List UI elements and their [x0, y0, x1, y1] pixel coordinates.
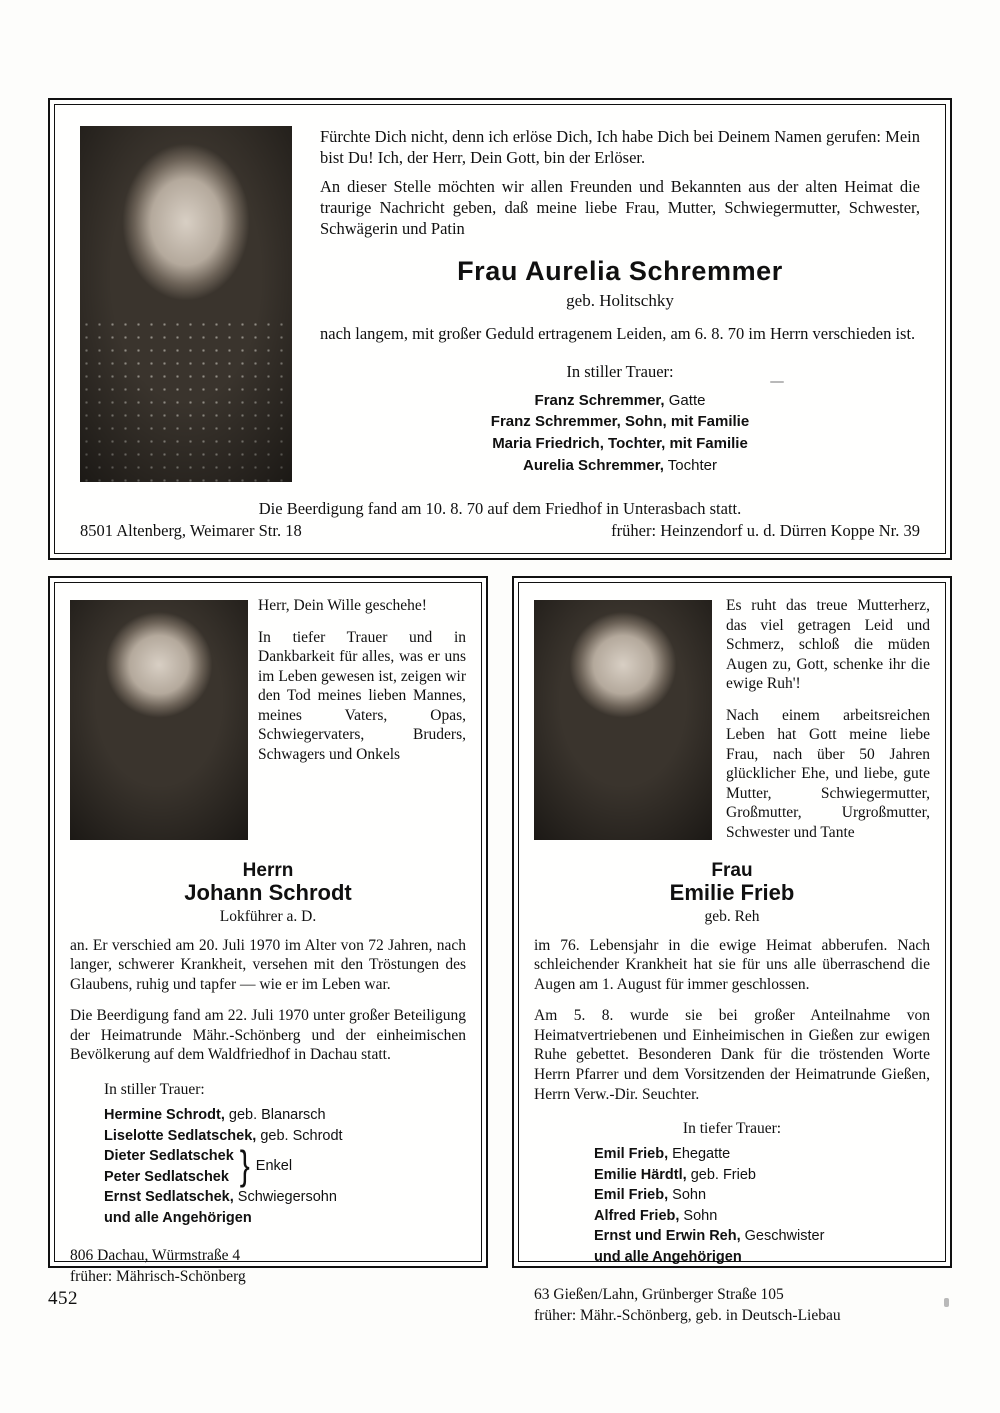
mourner-relation: Ehegatte	[668, 1146, 731, 1163]
current-address: 63 Gießen/Lahn, Grünberger Straße 105	[534, 1286, 784, 1304]
mourner-relation: Tochter	[663, 456, 717, 474]
current-address: 806 Dachau, Würmstraße 4	[70, 1247, 241, 1265]
mourner-name: Emil Frieb,	[594, 1146, 669, 1163]
mourner-row	[104, 1105, 466, 1126]
mourner-name: Emilie Härdtl,	[594, 1166, 687, 1183]
portrait-photo-aurelia-schremmer	[80, 126, 292, 482]
name-main: Johann Schrodt	[184, 880, 352, 906]
brace-icon: }	[239, 1143, 250, 1189]
mourning-label: In stiller Trauer:	[104, 1080, 205, 1098]
bible-verse: Herr, Dein Wille geschehe!	[258, 597, 427, 614]
portrait-vignette	[70, 600, 248, 840]
mourner-row	[594, 1247, 930, 1268]
mourner-relation: geb. Blanarsch	[224, 1106, 326, 1123]
notice-footer	[80, 498, 920, 543]
mourner-name: Aurelia Schremmer,	[523, 456, 664, 474]
mourner-name: und alle Angehörigen	[594, 1248, 742, 1265]
death-details: nach langem, mit großer Geduld ertragenem Leiden, am 6. 8. 70 im Herrn verschieden ist.	[320, 323, 916, 343]
mourners-list	[70, 1105, 466, 1228]
obituary-notice-emilie-frieb	[512, 576, 952, 1325]
mourner-name: Alfred Frieb,	[594, 1207, 680, 1224]
announcement-paragraph: An dieser Stelle möchten wir allen Freunden und Bekannten aus der alten Heimat die traurige Nachricht geben, daß meine liebe Frau, Mutter, Schwiegermutter, Schwester, Schwägerin und Patin	[320, 177, 920, 239]
announcement-paragraph: In tiefer Trauer und in Dankbarkeit für alles, was er uns im Leben gewesen ist, zeigen wir den Tod meines lieben Mannes, meines Vaters, Opas, Schwiegervaters, Bruders, Schwagers und Onkels	[258, 628, 466, 763]
burial-info: Die Beerdigung fand am 22. Juli 1970 unter großer Beteiligung der Heimatrunde Mähr.-Schönberg und der einheimischen Bevölkerung auf dem Waldfriedhof in Dachau statt.	[70, 1007, 466, 1064]
burial-info: Am 5. 8. wurde sie bei großer Anteilnahme von Heimatvertriebenen und Einheimischen in Gießen zur ewigen Ruhe gebettet. Besonderen Dank für die tröstenden Worte Herrn Pfarrer und dem Vorsitzenden der Heimatrunde Gießen, Herrn Verw.-Dir. Seuchter.	[534, 1007, 930, 1103]
address-block	[534, 1285, 930, 1327]
mourner-relation: geb. Schrodt	[256, 1127, 343, 1144]
mourner-relation: geb. Frieb	[686, 1166, 756, 1183]
mourner-name: Hermine Schrodt,	[104, 1106, 225, 1123]
scan-speck	[944, 1298, 949, 1307]
notice-content	[50, 578, 486, 1286]
mourner-name: Ernst und Erwin Reh,	[594, 1228, 741, 1245]
name-prefix: Herrn	[242, 860, 294, 881]
mourner-name: Liselotte Sedlatschek,	[104, 1127, 257, 1144]
mourner-brace-group	[104, 1143, 466, 1189]
mourner-name: Maria Friedrich,	[492, 435, 604, 453]
mourner-row	[104, 1208, 466, 1229]
mourner-relation: Geschwister	[740, 1228, 825, 1245]
deceased-name: Frau Aurelia Schremmer	[457, 255, 783, 286]
mourners-list	[534, 1144, 930, 1267]
former-address: früher: Heinzendorf u. d. Dürren Koppe Nr. 39	[611, 521, 920, 541]
mourner-relation: Tochter, mit Familie	[603, 435, 748, 453]
mourner-row	[594, 1165, 930, 1186]
name-main: Emilie Frieb	[669, 880, 795, 906]
mourner-row	[594, 1185, 930, 1206]
mourner-name: Franz Schremmer,	[534, 391, 665, 409]
brace-label: Enkel	[255, 1158, 293, 1175]
current-address: 8501 Altenberg, Weimarer Str. 18	[80, 521, 302, 541]
mourner-relation: Sohn, mit Familie	[620, 413, 750, 431]
burial-info: Die Beerdigung fand am 10. 8. 70 auf dem Friedhof in Unterasbach statt.	[258, 499, 742, 518]
maiden-name: geb. Reh	[704, 907, 760, 925]
mourning-label: In tiefer Trauer:	[682, 1120, 782, 1138]
mourner-row	[320, 455, 920, 477]
mourner-name: Franz Schremmer,	[490, 413, 621, 431]
address-block	[70, 1246, 466, 1288]
portrait-photo-johann-schrodt	[70, 600, 248, 840]
deceased-name	[70, 860, 466, 906]
mourner-name: und alle Angehörigen	[104, 1209, 252, 1226]
death-details: im 76. Lebensjahr in die ewige Heimat abberufen. Nach schleichender Krankheit hat sie für uns alle überraschend die Augen am 1. August für immer geschlossen.	[534, 936, 930, 993]
mourner-row	[594, 1226, 930, 1247]
former-address: früher: Mährisch-Schönberg	[70, 1268, 246, 1286]
mourner-row	[320, 411, 920, 433]
scan-speck	[770, 381, 784, 383]
portrait-photo-emilie-frieb	[534, 600, 712, 840]
portrait-vignette	[80, 126, 292, 482]
address-row	[80, 520, 920, 542]
mourner-row	[320, 390, 920, 412]
name-prefix: Frau	[711, 860, 753, 881]
mourner-name: Ernst Sedlatschek,	[104, 1189, 234, 1206]
notice-text-column	[320, 126, 920, 477]
mourner-relation: Gatte	[664, 391, 706, 409]
bible-verse: Es ruht das treue Mutterherz, das viel getragen Leid und Schmerz, schloß die müden Augen zu, Gott, schenke ihr die ewige Ruh'!	[726, 597, 930, 693]
notice-text-column	[726, 596, 930, 842]
mourner-relation: Schwiegersohn	[233, 1189, 337, 1206]
mourner-relation: Sohn	[668, 1187, 707, 1204]
brace-names	[104, 1146, 234, 1187]
portrait-vignette	[534, 600, 712, 840]
obituary-notice-johann-schrodt	[48, 576, 488, 1286]
occupation: Lokführer a. D.	[219, 907, 317, 925]
page-number: 452	[48, 1288, 78, 1309]
bible-verse: Fürchte Dich nicht, denn ich erlöse Dich, Ich habe Dich bei Deinem Namen gerufen: Mein bist Du! Ich, der Herr, Dein Gott, bin der Erlöser.	[320, 127, 920, 168]
mourner-row	[594, 1144, 930, 1165]
deceased-name	[534, 860, 930, 906]
obituary-notice-aurelia-schremmer	[48, 98, 952, 560]
mourner-row	[104, 1187, 466, 1208]
former-address: früher: Mähr.-Schönberg, geb. in Deutsch-Liebau	[534, 1307, 841, 1325]
mourner-row	[320, 433, 920, 455]
notice-content	[50, 100, 950, 558]
mourner-row	[104, 1126, 466, 1147]
notice-content	[514, 578, 950, 1325]
mourner-name: Dieter Sedlatschek	[104, 1148, 234, 1165]
mourning-label: In stiller Trauer:	[566, 361, 674, 381]
mourner-name: Peter Sedlatschek	[104, 1168, 229, 1185]
mourner-row	[594, 1206, 930, 1227]
announcement-paragraph: Nach einem arbeitsreichen Leben hat Gott meine liebe Frau, nach über 50 Jahren glücklicher Ehe, und liebe, gute Mutter, Schwiegermutter, Großmutter, Urgroßmutter, Schwester und Tante	[726, 706, 930, 841]
maiden-name: geb. Holitschky	[566, 290, 674, 310]
notice-text-column	[258, 596, 466, 764]
mourner-name: Emil Frieb,	[594, 1187, 669, 1204]
mourner-relation: Sohn	[679, 1207, 718, 1224]
mourners-list	[320, 390, 920, 477]
death-details: an. Er verschied am 20. Juli 1970 im Alter von 72 Jahren, nach langer, schwerer Krankheit, versehen mit den Tröstungen des Glaubens, ruhig und tapfer — wie er im Leben war.	[70, 936, 466, 993]
